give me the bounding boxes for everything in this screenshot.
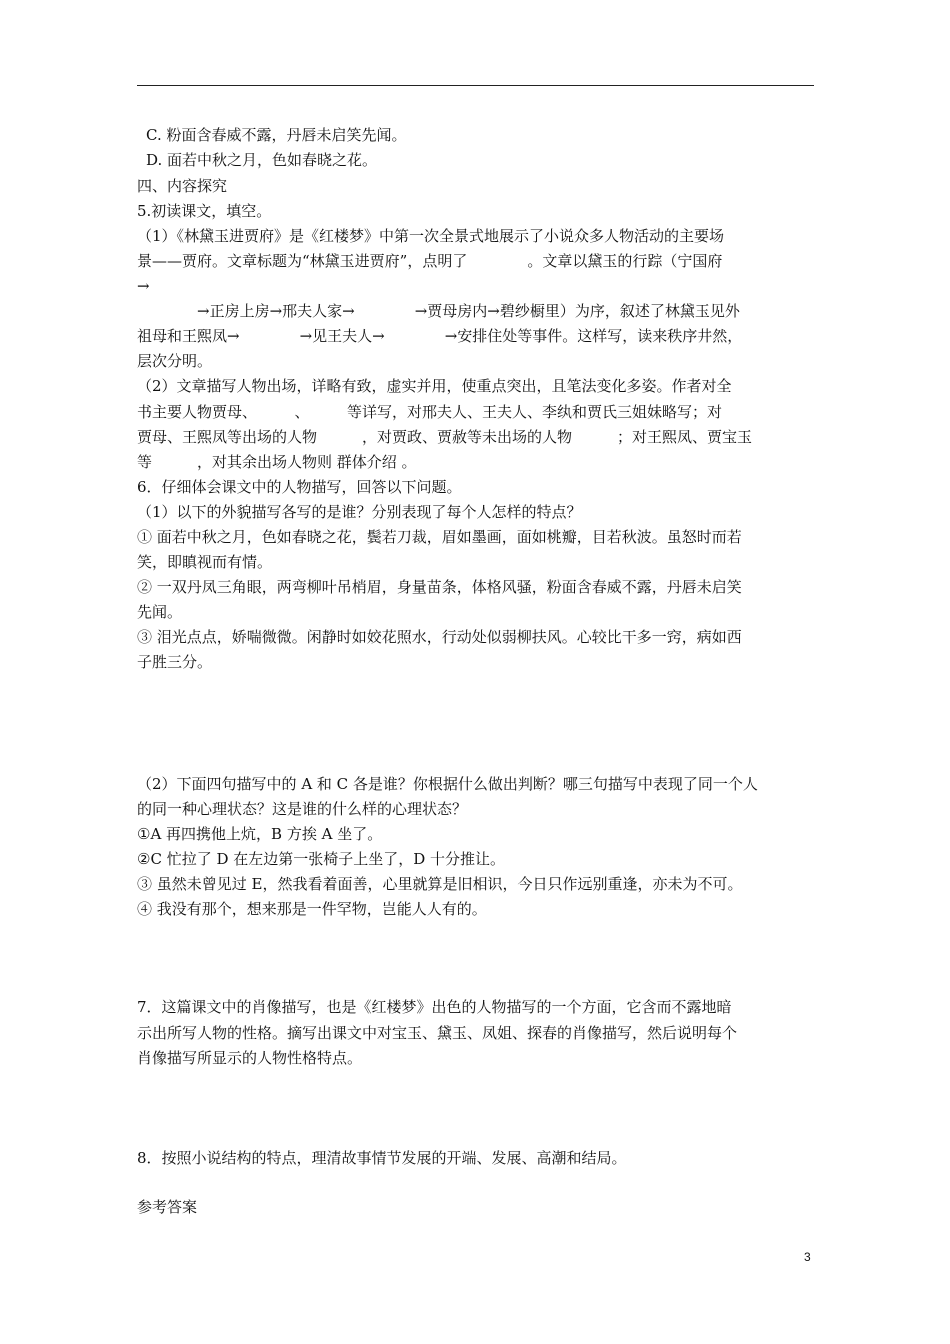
text-line: →正房上房→邢夫人家→ →贾母房内→碧纱橱里）为序，叙述了林黛玉见外 [137, 302, 740, 320]
text-line: ②C 忙拉了 D 在左边第一张椅子上坐了，D 十分推让。 [137, 850, 506, 868]
question-title: 8．按照小说结构的特点，理清故事情节发展的开端、发展、高潮和结局。 [137, 1149, 627, 1167]
text-line: 贾母、王熙凤等出场的人物 ，对贾政、贾赦等未出场的人物 ；对王熙凤、贾宝玉 [137, 428, 753, 446]
answer-heading: 参考答案 [137, 1198, 198, 1216]
text-line: 书主要人物贾母、 、 等详写，对邢夫人、王夫人、李纨和贾氏三姐妹略写；对 [137, 403, 723, 421]
text-line: 子胜三分。 [137, 653, 213, 671]
text-line: 先闻。 [137, 603, 183, 621]
text-line: C. 粉面含春威不露，丹唇未启笑先闻。 [146, 126, 407, 144]
text-line: 祖母和王熙凤→ →见王夫人→ →安排住处等事件。这样写，读来秩序井然， [137, 327, 743, 345]
text-line: （1）《林黛玉进贾府》是《红楼梦》中第一次全景式地展示了小说众多人物活动的主要场 [137, 227, 725, 245]
text-line: D. 面若中秋之月，色如春晓之花。 [146, 151, 378, 169]
text-line: ③ 虽然未曾见过 E，然我看着面善，心里就算是旧相识，今日只作远别重逢，亦未为不可。 [137, 875, 743, 893]
text-line: ① 面若中秋之月，色如春晓之花，鬓若刀裁，眉如墨画，面如桃瓣，目若秋波。虽怒时而若 [137, 528, 742, 546]
question-title: 5.初读课文，填空。 [137, 202, 272, 220]
text-line: 景——贾府。文章标题为“林黛玉进贾府”，点明了 。文章以黛玉的行踪（宁国府 [137, 252, 723, 270]
question-title: 6．仔细体会课文中的人物描写，回答以下问题。 [137, 478, 462, 496]
text-line: 的同一种心理状态？这是谁的什么样的心理状态？ [137, 800, 468, 818]
text-line: 笑，即瞋视而有情。 [137, 553, 273, 571]
text-line: 肖像描写所显示的人物性格特点。 [137, 1049, 363, 1067]
section-heading: 四、内容探究 [137, 177, 228, 195]
header-rule [137, 85, 814, 86]
page-number: 3 [804, 1250, 811, 1264]
text-line: ② 一双丹凤三角眼，两弯柳叶吊梢眉，身量苗条，体格风骚，粉面含春威不露，丹唇未启笑 [137, 578, 742, 596]
text-line: ③ 泪光点点，娇喘微微。闲静时如姣花照水，行动处似弱柳扶风。心较比干多一窍，病如西 [137, 628, 742, 646]
text-line: （2）下面四句描写中的 A 和 C 各是谁？你根据什么做出判断？哪三句描写中表现了同一个人 [137, 775, 758, 793]
text-line: 层次分明。 [137, 352, 213, 370]
text-line: ①A 再四携他上炕，B 方挨 A 坐了。 [137, 825, 383, 843]
text-line: （2）文章描写人物出场，详略有致，虚实并用，使重点突出，且笔法变化多姿。作者对全 [137, 377, 732, 395]
text-line: → [137, 277, 150, 295]
text-line: 示出所写人物的性格。摘写出课文中对宝玉、黛玉、凤姐、探春的肖像描写，然后说明每个 [137, 1024, 738, 1042]
text-line: （1）以下的外貌描写各写的是谁？分别表现了每个人怎样的特点？ [137, 503, 582, 521]
text-line: ④ 我没有那个，想来那是一件罕物，岂能人人有的。 [137, 900, 487, 918]
text-line: 等 ，对其余出场人物则 群体介绍 。 [137, 453, 417, 471]
question-title: 7．这篇课文中的肖像描写，也是《红楼梦》出色的人物描写的一个方面，它含而不露地暗 [137, 998, 732, 1016]
